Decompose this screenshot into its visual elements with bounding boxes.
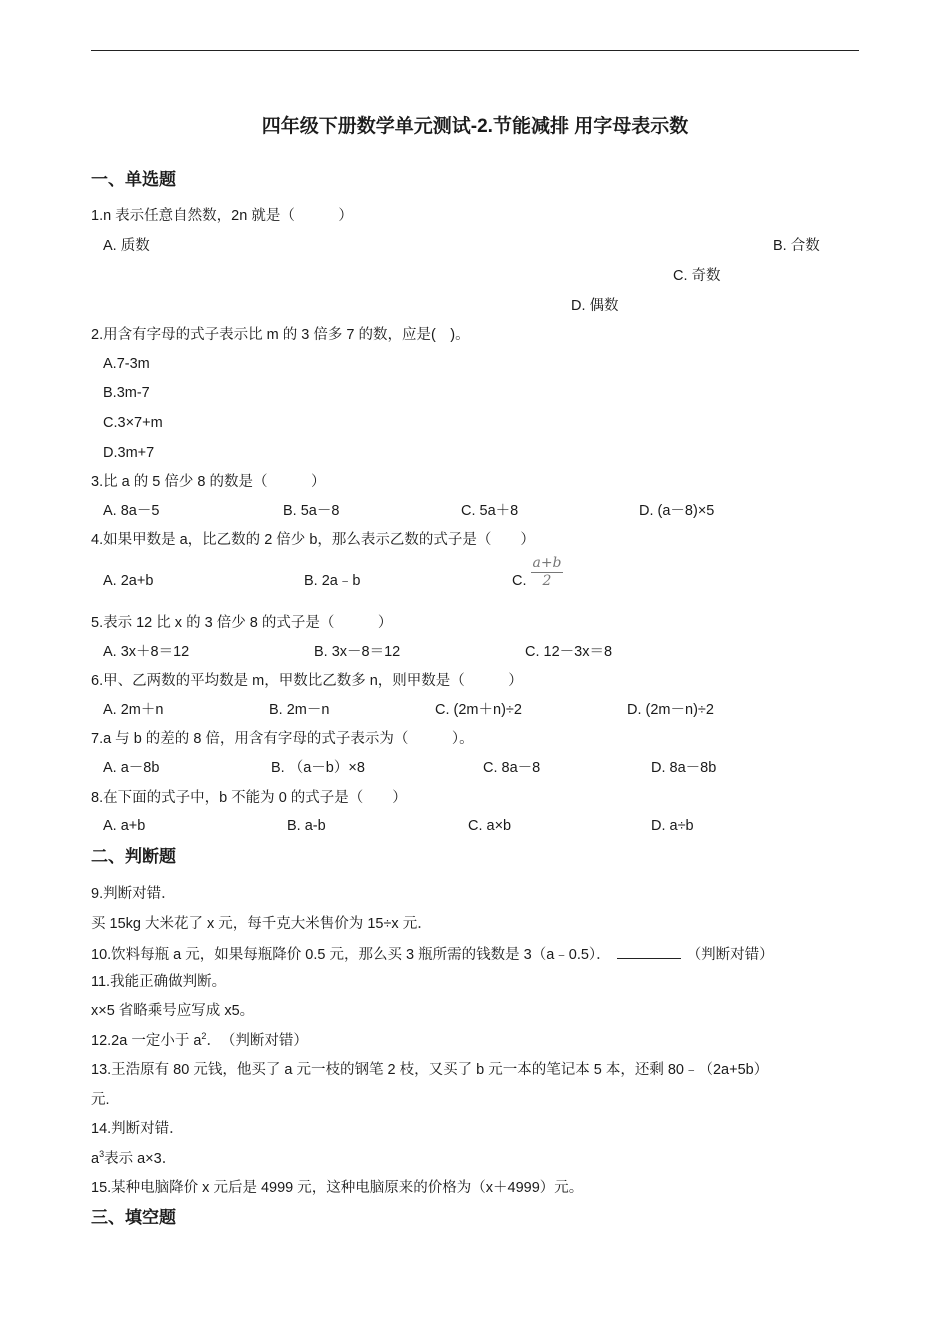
question-4-option-c[interactable]: C. [512,573,527,589]
question-12 [91,1032,308,1050]
section-heading-true-false: 二、判断题 [91,847,176,866]
header-rule [91,50,859,51]
question-15: 15.某种电脑降价 x 元后是 4999 元，这种电脑原来的价格为（x＋4999）元。 [91,1180,584,1196]
question-6-stem: 6.甲、乙两数的平均数是 m，甲数比乙数多 n，则甲数是（ ） [91,673,523,689]
question-12-post: ． （判断对错） [206,1033,308,1049]
question-1-option-d[interactable]: D. 偶数 [571,298,619,314]
question-6-option-b[interactable]: B. 2m－n [269,702,330,718]
question-14-post: 表示 a×3． [104,1151,177,1167]
question-3-option-a[interactable]: A. 8a－5 [103,503,160,519]
answer-blank[interactable] [617,944,681,959]
question-4-stem: 4.如果甲数是 a，比乙数的 2 倍少 b，那么表示乙数的式子是（ ） [91,532,535,548]
question-7-stem: 7.a 与 b 的差的 8 倍，用含有字母的式子表示为（ ）。 [91,731,474,747]
fraction-numerator: a+b [532,555,562,571]
question-7-option-a[interactable]: A. a－8b [103,760,160,776]
question-7-option-c[interactable]: C. 8a－8 [483,760,541,776]
question-5-option-b[interactable]: B. 3x－8＝12 [314,644,401,660]
question-1-option-b[interactable]: B. 合数 [773,238,820,254]
question-9-line-2: 买 15kg 大米花了 x 元，每千克大米售价为 15÷x 元． [91,916,432,932]
question-4-option-b[interactable]: B. 2a﹣b [304,573,361,589]
section-heading-single-choice: 一、单选题 [91,170,176,189]
question-2-option-c[interactable]: C.3×7+m [103,415,163,431]
question-11-line-2: x×5 省略乘号应写成 x5。 [91,1003,255,1019]
question-7-option-b[interactable]: B. （a－b）×8 [271,760,365,776]
question-14-exponent: 3 [99,1149,105,1160]
question-2-stem: 2.用含有字母的式子表示比 m 的 3 倍多 7 的数，应是( )。 [91,327,470,343]
question-3-option-d[interactable]: D. (a－8)×5 [639,503,715,519]
question-7-option-d[interactable]: D. 8a－8b [651,760,717,776]
question-13-line-2: 元. [91,1092,110,1108]
question-1-option-a[interactable]: A. 质数 [103,238,150,254]
question-13-line-1: 13.王浩原有 80 元钱，他买了 a 元一枝的钢笔 2 枝，又买了 b 元一本的笔记本 5 本，还剩 80﹣（2a+5b） [91,1062,769,1078]
question-10-tail: （判断对错） [686,947,774,963]
question-2-option-b[interactable]: B.3m-7 [103,385,150,401]
question-10-text: 10.饮料每瓶 a 元，如果每瓶降价 0.5 元，那么买 3 瓶所需的钱数是 3（a﹣0.5）． [91,947,611,963]
question-8-option-a[interactable]: A. a+b [103,818,146,834]
question-2-option-d[interactable]: D.3m+7 [103,445,155,461]
page-title: 四年级下册数学单元测试-2.节能减排 用字母表示数 [261,116,689,137]
question-6-option-c[interactable]: C. (2m＋n)÷2 [435,702,522,718]
question-3-option-c[interactable]: C. 5a＋8 [461,503,519,519]
question-11-line-1: 11.我能正确做判断。 [91,974,227,990]
question-3-option-b[interactable]: B. 5a－8 [283,503,340,519]
section-heading-fill-in: 三、填空题 [91,1208,176,1227]
question-2-option-a[interactable]: A.7-3m [103,356,150,372]
question-8-stem: 8.在下面的式子中，b 不能为 0 的式子是（ ） [91,790,407,806]
question-12-exponent: 2 [201,1031,207,1042]
question-8-option-b[interactable]: B. a-b [287,818,326,834]
fraction-denominator: 2 [542,573,552,589]
question-14-line-2 [91,1150,176,1168]
question-14-pre: a [91,1151,100,1167]
question-9-line-1: 9.判断对错． [91,886,176,902]
question-4-option-c-fraction [531,556,563,589]
question-6-option-d[interactable]: D. (2m－n)÷2 [627,702,714,718]
question-8-option-d[interactable]: D. a÷b [651,818,694,834]
question-14-line-1: 14.判断对错． [91,1121,184,1137]
question-1-stem: 1.n 表示任意自然数，2n 就是（ ） [91,208,353,224]
question-4-option-a[interactable]: A. 2a+b [103,573,154,589]
question-5-option-a[interactable]: A. 3x＋8＝12 [103,644,190,660]
question-10 [91,944,774,964]
question-8-option-c[interactable]: C. a×b [468,818,512,834]
question-5-option-c[interactable]: C. 12－3x＝8 [525,644,613,660]
question-1-option-c[interactable]: C. 奇数 [673,268,721,284]
question-5-stem: 5.表示 12 比 x 的 3 倍少 8 的式子是（ ） [91,615,393,631]
question-3-stem: 3.比 a 的 5 倍少 8 的数是（ ） [91,474,326,490]
question-12-pre: 12.2a 一定小于 a [91,1033,202,1049]
question-6-option-a[interactable]: A. 2m＋n [103,702,164,718]
